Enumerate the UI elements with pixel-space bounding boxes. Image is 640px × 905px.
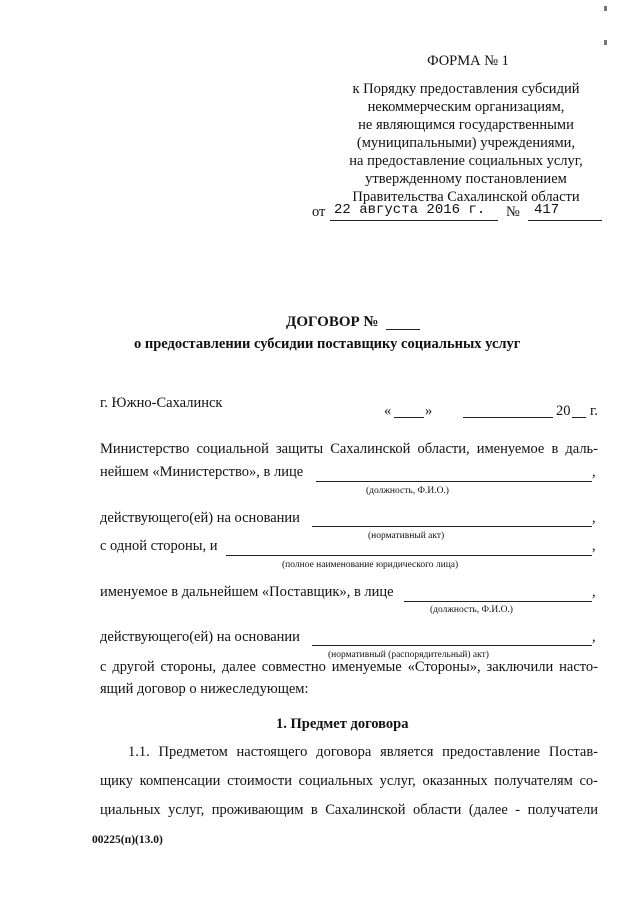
year-suffix: г. (590, 403, 598, 419)
contract-subtitle: о предоставлении субсидии поставщику социальных услуг (134, 336, 521, 352)
ministry-basis-field (312, 526, 592, 527)
day-underline (394, 417, 424, 418)
section-text-line: циальных услуг, проживающим в Сахалинской области (далее - получатели (100, 802, 598, 818)
supplier-basis-field (312, 645, 592, 646)
year-underline (572, 417, 586, 418)
caption-directive-act: (нормативный (распорядительный) акт) (328, 650, 489, 660)
section-text-line: щику компенсации стоимости социальных услуг, оказанных получателям со- (100, 773, 598, 789)
contract-title: ДОГОВОР № (286, 314, 379, 330)
date-underline (330, 220, 498, 221)
caption-normative-act: (нормативный акт) (368, 531, 445, 541)
contract-number-underline (386, 329, 420, 330)
caption-legal-entity: (полное наименование юридического лица) (282, 560, 459, 570)
comma: , (592, 538, 596, 554)
form-code: 00225(п)(13.0) (92, 834, 163, 846)
preamble-line: действующего(ей) на основании (100, 629, 300, 645)
preamble-line: с другой стороны, далее совместно именуемые «Стороны», заключили насто- (100, 659, 598, 675)
comma: , (592, 629, 596, 645)
section-text-line: 1.1. Предметом настоящего договора является предоставление Постав- (128, 744, 598, 760)
decree-date: 22 августа 2016 г. (334, 202, 486, 218)
preamble-line: Министерство социальной защиты Сахалинской области, именуемое в даль- (100, 441, 598, 457)
quote-close: » (425, 403, 433, 419)
caption-position-name: (должность, Ф.И.О.) (430, 605, 513, 615)
header-line: не являющимся государственными (358, 117, 574, 133)
preamble-line: действующего(ей) на основании (100, 510, 300, 526)
preamble-line: нейшем «Министерство», в лице (100, 464, 304, 480)
header-line: утвержденному постановлением (365, 171, 567, 187)
quote-open: « (384, 403, 392, 419)
month-underline (463, 417, 553, 418)
scan-mark (604, 6, 607, 11)
number-underline (528, 220, 602, 221)
header-line: на предоставление социальных услуг, (349, 153, 583, 169)
header-line: (муниципальными) учреждениями, (356, 135, 576, 151)
preamble-line: именуемое в дальнейшем «Поставщик», в лице (100, 584, 394, 600)
header-line: некоммерческим организациям, (367, 99, 565, 115)
city: г. Южно-Сахалинск (100, 395, 223, 411)
header-line: Правительства Сахалинской области (352, 189, 580, 205)
caption-position-name: (должность, Ф.И.О.) (366, 486, 449, 496)
date-prefix: от (312, 204, 326, 220)
form-label: ФОРМА № 1 (427, 53, 509, 69)
number-prefix: № (506, 204, 520, 220)
year-prefix: 20 (556, 403, 571, 419)
preamble-line: с одной стороны, и (100, 538, 218, 554)
supplier-name-field (226, 555, 592, 556)
comma: , (592, 464, 596, 480)
decree-number: 417 (534, 202, 560, 218)
section-heading: 1. Предмет договора (276, 716, 409, 732)
preamble-line: ящий договор о нижеследующем: (100, 681, 309, 697)
comma: , (592, 584, 596, 600)
header-line: к Порядку предоставления субсидий (352, 81, 580, 97)
comma: , (592, 510, 596, 526)
scan-mark (604, 40, 607, 45)
ministry-representative-field (316, 481, 592, 482)
supplier-representative-field (404, 601, 592, 602)
